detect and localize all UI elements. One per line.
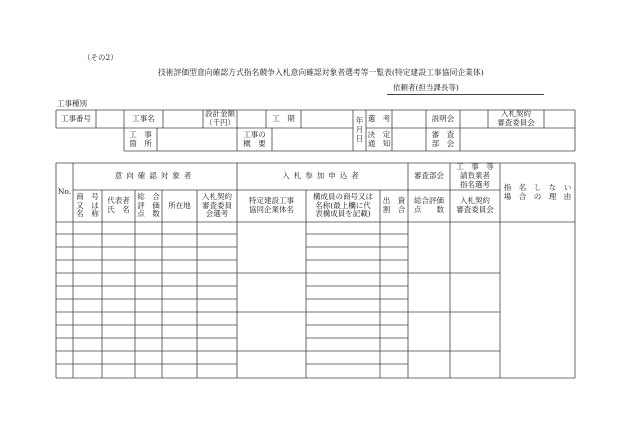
col-no: No. [57,187,72,197]
col-bid-committee: 入札契約 審査委員会 [456,196,494,214]
col-bid-selection: 入札契約 審査委員 会選考 [202,191,232,219]
bid-committee-label: 入札契約 審査委員会 [497,109,535,127]
location-label: 工 事 箇 所 [129,129,152,148]
col-representative: 代表者 氏 名 [107,196,130,214]
page-title: 技術評価型意向確認方式指名競争入札意向確認対象者選考等一覧表(特定建設工事協同企業体) [158,68,484,77]
col-overall-eval: 総合評価 点 数 [414,196,444,214]
project-no-label: 工事番号 [61,113,91,123]
col-trade-name: 商 号 又 は 名 称 [76,191,99,219]
overview-label: 工事の 概 要 [243,129,266,148]
decision-notice-label: 決 定 通 知 [367,129,391,148]
date-label: 年 月 日 [355,116,364,143]
col-members: 構成員の商号又は 名称(最上欄に代 表構成員を記載) [313,191,373,219]
selection-label: 選 考 [367,113,391,123]
period-label: 工 期 [272,113,295,123]
col-location: 所在地 [168,200,191,210]
part-label: （その2） [83,53,118,62]
review-committee-header: 審査部会 [414,171,444,181]
project-name-label: 工事名 [132,113,155,123]
requester-label: 依頼者(担当課長等) [393,83,459,92]
selection-group-header: 工 事 等 請負業者 指名選考 [456,162,494,189]
col-overall-score: 総 合 評 価 点 数 [137,191,160,219]
reason-header: 指 名 し な い 場 合 の 理 由 [503,182,572,201]
col-jv-name: 特定建設工事 協同企業体名 [249,196,294,214]
design-amount-label: 設計金額 （千円） [205,109,235,127]
group-intent-header: 意向確認対象者 [114,171,196,181]
briefing-label: 説明会 [431,113,455,123]
col-investment: 出 資 割 合 [382,196,406,214]
review-committee-label: 審 査 部 会 [431,129,455,148]
project-type-label: 工事種別 [57,99,87,108]
group-application-header: 入札参加申込者 [282,171,363,181]
